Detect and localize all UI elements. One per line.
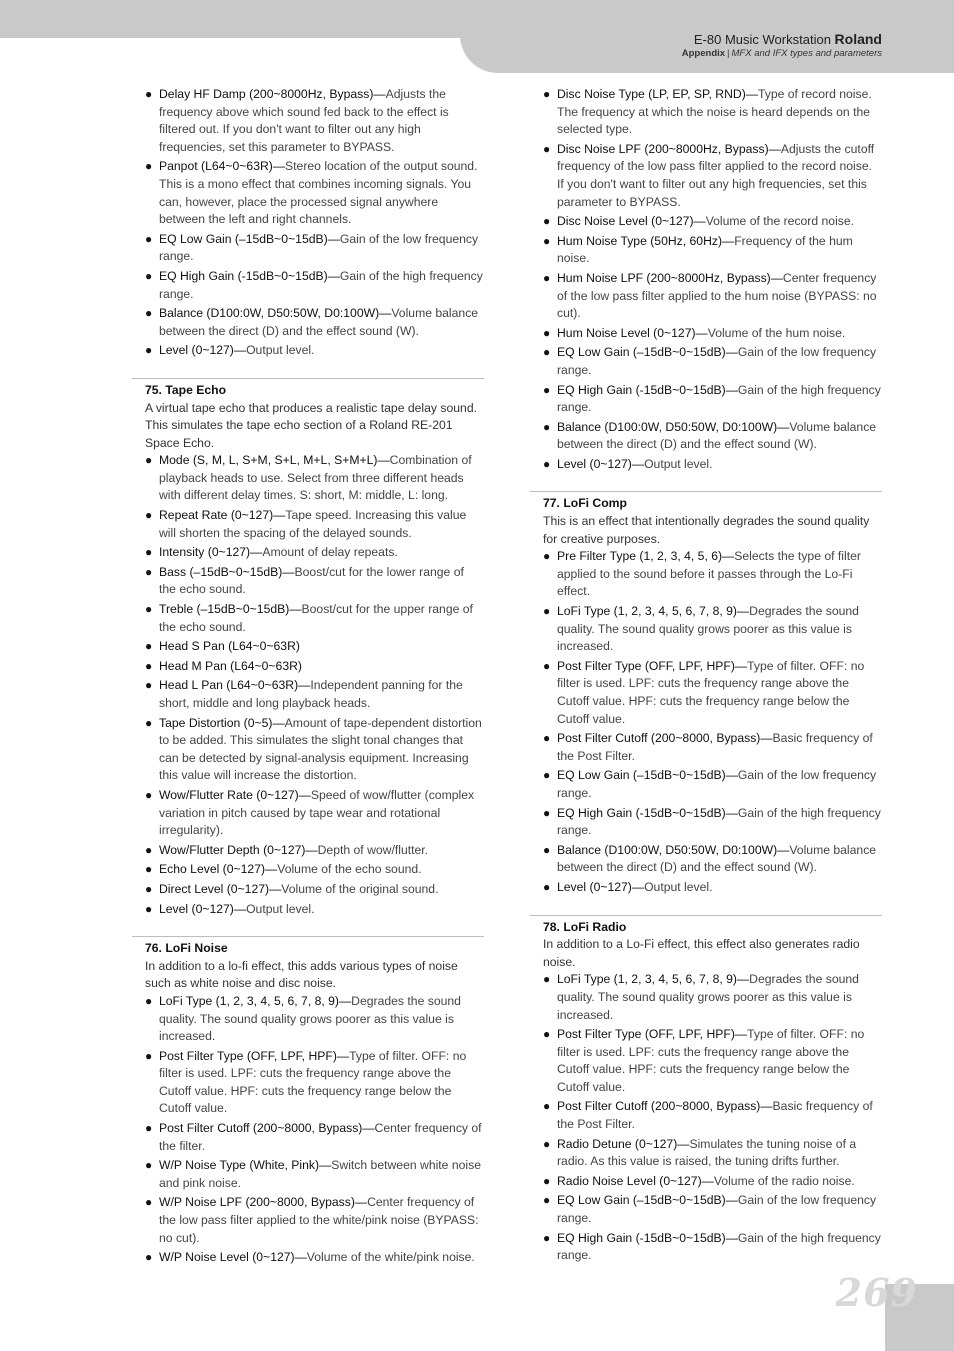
bullet-icon: ● xyxy=(145,453,153,468)
list-item xyxy=(132,342,484,360)
list-item xyxy=(530,1173,882,1191)
list-item xyxy=(132,1120,484,1155)
section-title: 75. Tape Echo xyxy=(132,378,484,400)
bullet-icon: ● xyxy=(145,881,153,896)
parameter-description: Speed of wow/flutter (complex variation in pitch caused by tape wear and rotational irregularity). xyxy=(159,787,475,838)
parameter-description: Degrades the sound quality. The sound quality grows poorer as this value is increased. xyxy=(557,604,859,654)
parameter-name: W/P Noise Type (White, Pink)— xyxy=(159,1158,332,1173)
parameter-name: Radio Detune (0~127)— xyxy=(557,1136,690,1151)
section-intro: This is an effect that intentionally degrades the sound quality for creative purposes. xyxy=(543,514,870,546)
page-number: 269 xyxy=(835,1270,918,1315)
parameter-name: Head M Pan (L64~0~63R) xyxy=(159,658,302,673)
list-item xyxy=(530,325,882,343)
bullet-icon: ● xyxy=(543,658,551,673)
list-item xyxy=(132,564,484,599)
bullet-icon: ● xyxy=(145,602,153,617)
bullet-icon: ● xyxy=(145,159,153,174)
parameter-description: Volume of the echo sound. xyxy=(277,862,422,877)
list-item xyxy=(530,548,882,601)
bullet-icon: ● xyxy=(145,268,153,283)
list-item xyxy=(530,86,882,139)
bullet-icon: ● xyxy=(145,658,153,673)
parameter-description: Type of filter. OFF: no filter is used. LPF: cuts the frequency range above the Cutoff value. HPF: cuts the frequency range below the Cutoff value. xyxy=(159,1048,467,1116)
parameter-name: Balance (D100:0W, D50:50W, D0:100W)— xyxy=(159,306,392,321)
breadcrumb-separator: | xyxy=(727,48,730,59)
list-item xyxy=(530,141,882,211)
parameter-name: Balance (D100:0W, D50:50W, D0:100W)— xyxy=(557,842,790,857)
list-item xyxy=(530,270,882,323)
bullet-icon: ● xyxy=(543,1173,551,1188)
parameter-name: Post Filter Type (OFF, LPF, HPF)— xyxy=(557,658,748,673)
bullet-icon: ● xyxy=(145,1121,153,1136)
list-item xyxy=(132,305,484,340)
list-item xyxy=(530,419,882,454)
bullet-icon: ● xyxy=(543,1099,551,1114)
parameter-name: Level (0~127)— xyxy=(159,901,247,916)
section-intro: A virtual tape echo that produces a realistic tape delay sound. This simulates the tape echo section of a Roland RE-201 Space Echo. xyxy=(145,400,477,450)
bullet-icon: ● xyxy=(543,382,551,397)
bullet-icon: ● xyxy=(543,141,551,156)
list-item xyxy=(530,658,882,728)
parameter-name: W/P Noise LPF (200~8000, Bypass)— xyxy=(159,1195,368,1210)
bullet-icon: ● xyxy=(543,214,551,229)
parameter-name: Level (0~127)— xyxy=(557,456,645,471)
parameter-name: EQ High Gain (-15dB~0~15dB)— xyxy=(557,382,738,397)
bullet-icon: ● xyxy=(145,1250,153,1265)
right-column xyxy=(530,86,882,1267)
bullet-icon: ● xyxy=(543,87,551,101)
list-item xyxy=(132,158,484,228)
parameter-description: Amount of tape-dependent distortion to be added. This simulates the slight tonal changes that can be detected by signal-analysis equipment. Increasing this value will increase the distortion. xyxy=(159,715,482,783)
parameter-description: Adjusts the frequency above which sound fed back to the effect is filtered out. If you don't want to filter out any high frequencies, set this parameter to BYPASS. xyxy=(159,87,449,154)
parameter-description: Selects the type of filter applied to the sound before it passes through the Lo-Fi effect. xyxy=(557,549,861,599)
bullet-icon: ● xyxy=(145,862,153,877)
list-item xyxy=(132,638,484,656)
parameter-list xyxy=(530,971,882,1265)
parameter-list xyxy=(132,452,484,918)
parameter-description: Center frequency of the low pass filter applied to the white/pink noise (BYPASS: no cut). xyxy=(159,1195,479,1245)
bullet-icon: ● xyxy=(543,1230,551,1245)
parameter-name: Post Filter Cutoff (200~8000, Bypass)— xyxy=(557,1099,773,1114)
parameter-list xyxy=(132,993,484,1267)
parameter-name: Delay HF Damp (200~8000Hz, Bypass)— xyxy=(159,87,386,101)
page-header-breadcrumb xyxy=(682,48,882,59)
parameter-description: Volume balance between the direct (D) and the effect sound (W). xyxy=(159,306,479,338)
list-item xyxy=(132,787,484,840)
bullet-icon: ● xyxy=(145,545,153,560)
parameter-name: Repeat Rate (0~127)— xyxy=(159,508,286,523)
bullet-icon: ● xyxy=(145,343,153,358)
parameter-description: Volume balance between the direct (D) and the effect sound (W). xyxy=(557,842,877,875)
list-item xyxy=(132,231,484,266)
bullet-icon: ● xyxy=(145,1158,153,1173)
bullet-icon: ● xyxy=(543,325,551,340)
list-item xyxy=(132,993,484,1046)
bullet-icon: ● xyxy=(145,508,153,523)
parameter-description: Combination of playback heads to use. Select from three different heads with different delay times. S: short, M: middle, L: long. xyxy=(159,453,472,503)
list-item xyxy=(132,86,484,156)
bullet-icon: ● xyxy=(543,972,551,987)
bullet-icon: ● xyxy=(543,768,551,783)
parameter-name: Level (0~127)— xyxy=(159,343,247,358)
list-item xyxy=(132,861,484,879)
parameter-name: Treble (–15dB~0~15dB)— xyxy=(159,602,302,617)
bullet-icon: ● xyxy=(145,231,153,246)
bullet-icon: ● xyxy=(543,456,551,471)
bullet-icon: ● xyxy=(543,1027,551,1042)
parameter-name: Head S Pan (L64~0~63R) xyxy=(159,639,300,654)
parameter-name: W/P Noise Level (0~127)— xyxy=(159,1250,307,1265)
list-item xyxy=(132,452,484,505)
parameter-description: Volume of the radio noise. xyxy=(713,1173,855,1188)
bullet-icon: ● xyxy=(543,604,551,619)
list-item xyxy=(132,901,484,919)
bullet-icon: ● xyxy=(543,345,551,360)
bullet-icon: ● xyxy=(543,270,551,285)
parameter-description: Output level. xyxy=(644,879,713,894)
bullet-icon: ● xyxy=(543,419,551,434)
parameter-description: Independent panning for the short, middle and long playback heads. xyxy=(159,678,463,710)
list-item xyxy=(530,767,882,802)
list-item xyxy=(132,601,484,636)
list-item xyxy=(132,715,484,785)
bullet-icon: ● xyxy=(543,1193,551,1208)
list-item xyxy=(530,456,882,474)
bullet-icon: ● xyxy=(543,731,551,746)
section-title: 78. LoFi Radio xyxy=(530,915,882,937)
parameter-name: Tape Distortion (0~5)— xyxy=(159,715,285,730)
parameter-description: Volume of the white/pink noise. xyxy=(306,1250,475,1265)
parameter-name: Radio Noise Level (0~127)— xyxy=(557,1173,714,1188)
parameter-name: EQ High Gain (-15dB~0~15dB)— xyxy=(159,268,340,283)
parameter-description: Adjusts the cutoff frequency of the low pass filter applied to the record noise. If you don't want to filter out any high frequencies, set this parameter to BYPASS. xyxy=(557,141,875,209)
parameter-description: Output level. xyxy=(644,456,713,471)
list-item xyxy=(530,382,882,417)
list-item xyxy=(132,658,484,676)
model-name: E-80 Music Workstation xyxy=(693,32,831,47)
bullet-icon: ● xyxy=(145,787,153,802)
parameter-name: Hum Noise LPF (200~8000Hz, Bypass)— xyxy=(557,270,783,285)
bullet-icon: ● xyxy=(543,549,551,564)
parameter-name: Hum Noise Type (50Hz, 60Hz)— xyxy=(557,233,735,248)
bullet-icon: ● xyxy=(145,1048,153,1063)
parameter-name: EQ High Gain (-15dB~0~15dB)— xyxy=(557,1230,738,1245)
parameter-name: Balance (D100:0W, D50:50W, D0:100W)— xyxy=(557,419,790,434)
parameter-description: Volume of the record noise. xyxy=(705,214,855,229)
parameter-name: EQ Low Gain (–15dB~0~15dB)— xyxy=(557,1193,738,1208)
list-item xyxy=(530,1192,882,1227)
parameter-name: Head L Pan (L64~0~63R)— xyxy=(159,678,311,693)
effect-section xyxy=(132,936,484,1267)
list-item xyxy=(132,1249,484,1267)
parameter-list xyxy=(132,86,484,360)
parameter-name: Mode (S, M, L, S+M, S+L, M+L, S+M+L)— xyxy=(159,453,390,468)
parameter-description: Basic frequency of the Post Filter. xyxy=(557,731,873,763)
parameter-name: LoFi Type (1, 2, 3, 4, 5, 6, 7, 8, 9)— xyxy=(557,604,750,619)
section-intro: In addition to a Lo-Fi effect, this effect also generates radio noise. xyxy=(543,937,860,969)
left-column xyxy=(132,86,484,1269)
parameter-description: Boost/cut for the lower range of the echo sound. xyxy=(159,564,464,597)
parameter-description: Gain of the low frequency range. xyxy=(159,231,479,264)
breadcrumb-topic: MFX and IFX types and parameters xyxy=(731,48,882,59)
bullet-icon: ● xyxy=(145,842,153,857)
bullet-icon: ● xyxy=(145,87,153,101)
parameter-name: Post Filter Cutoff (200~8000, Bypass)— xyxy=(557,731,773,746)
list-item xyxy=(530,842,882,877)
parameter-description: Basic frequency of the Post Filter. xyxy=(557,1099,873,1132)
bullet-icon: ● xyxy=(145,678,153,693)
parameter-description: Output level. xyxy=(246,343,315,358)
parameter-name: Panpot (L64~0~63R)— xyxy=(159,159,286,174)
parameter-name: EQ High Gain (-15dB~0~15dB)— xyxy=(557,805,738,820)
bullet-icon: ● xyxy=(145,715,153,730)
parameter-description: Volume of the original sound. xyxy=(281,881,439,896)
parameter-name: Pre Filter Type (1, 2, 3, 4, 5, 6)— xyxy=(557,549,735,564)
parameter-description: Degrades the sound quality. The sound quality grows poorer as this value is increased. xyxy=(557,972,859,1022)
parameter-description: Switch between white noise and pink noise. xyxy=(159,1158,481,1190)
bullet-icon: ● xyxy=(543,233,551,248)
list-item xyxy=(530,1230,882,1265)
parameter-name: Intensity (0~127)— xyxy=(159,545,263,560)
parameter-name: Disc Noise Type (LP, EP, SP, RND)— xyxy=(557,87,758,101)
parameter-description: Type of filter. OFF: no filter is used. LPF: cuts the frequency range above the Cutoff value. HPF: cuts the frequency range below the Cutoff value. xyxy=(557,658,865,726)
list-item xyxy=(132,1157,484,1192)
parameter-name: Disc Noise Level (0~127)— xyxy=(557,214,706,229)
bullet-icon: ● xyxy=(543,842,551,857)
parameter-description: Amount of delay repeats. xyxy=(262,545,398,560)
parameter-description: Frequency of the hum noise. xyxy=(557,233,853,266)
effect-section xyxy=(530,491,882,896)
parameter-name: EQ Low Gain (–15dB~0~15dB)— xyxy=(159,231,340,246)
parameter-name: Echo Level (0~127)— xyxy=(159,862,278,877)
parameter-name: LoFi Type (1, 2, 3, 4, 5, 6, 7, 8, 9)— xyxy=(159,993,352,1008)
list-item xyxy=(530,730,882,765)
parameter-description: Type of filter. OFF: no filter is used. LPF: cuts the frequency range above the Cutoff value. HPF: cuts the frequency range below the Cutoff value. xyxy=(557,1027,865,1094)
list-item xyxy=(132,677,484,712)
bullet-icon: ● xyxy=(145,901,153,916)
list-item xyxy=(132,1048,484,1118)
parameter-name: Bass (–15dB~0~15dB)— xyxy=(159,564,295,579)
parameter-description: Center frequency of the low pass filter applied to the hum noise (BYPASS: no cut). xyxy=(557,270,877,321)
parameter-description: Gain of the low frequency range. xyxy=(557,1193,877,1226)
bullet-icon: ● xyxy=(145,1195,153,1210)
list-item xyxy=(530,805,882,840)
parameter-name: Wow/Flutter Rate (0~127)— xyxy=(159,787,311,802)
parameter-description: Gain of the low frequency range. xyxy=(557,345,877,377)
parameter-description: Center frequency of the filter. xyxy=(159,1121,482,1153)
list-item xyxy=(530,233,882,268)
parameter-description: Volume balance between the direct (D) and the effect sound (W). xyxy=(557,419,877,452)
parameter-name: Post Filter Cutoff (200~8000, Bypass)— xyxy=(159,1121,375,1136)
list-item xyxy=(530,971,882,1024)
parameter-name: EQ Low Gain (–15dB~0~15dB)— xyxy=(557,345,738,360)
parameter-description: Boost/cut for the upper range of the echo sound. xyxy=(159,602,473,634)
bullet-icon: ● xyxy=(543,805,551,820)
parameter-name: LoFi Type (1, 2, 3, 4, 5, 6, 7, 8, 9)— xyxy=(557,972,750,987)
parameter-description: Gain of the high frequency range. xyxy=(557,805,881,838)
list-item xyxy=(132,1194,484,1247)
parameter-description: Gain of the low frequency range. xyxy=(557,768,877,800)
section-intro: In addition to a lo-fi effect, this adds various types of noise such as white noise and disc noise. xyxy=(145,958,458,991)
list-item xyxy=(530,879,882,897)
bullet-icon: ● xyxy=(543,879,551,894)
parameter-name: Hum Noise Level (0~127)— xyxy=(557,325,708,340)
list-item xyxy=(530,213,882,231)
section-title: 76. LoFi Noise xyxy=(132,936,484,958)
section-title: 77. LoFi Comp xyxy=(530,491,882,513)
parameter-description: Tape speed. Increasing this value will shorten the spacing of the delayed sounds. xyxy=(159,508,467,540)
brand-name: Roland xyxy=(834,31,882,47)
parameter-name: Post Filter Type (OFF, LPF, HPF)— xyxy=(557,1027,748,1042)
parameter-description: Gain of the high frequency range. xyxy=(159,268,483,301)
effect-section xyxy=(132,378,484,918)
parameter-description: Stereo location of the output sound. This is a mono effect that combines incoming signals. You can, however, place the processed signal anywhere between the left and right channels. xyxy=(159,159,478,227)
bullet-icon: ● xyxy=(145,306,153,321)
parameter-name: Direct Level (0~127)— xyxy=(159,881,282,896)
bullet-icon: ● xyxy=(543,1136,551,1151)
bullet-icon: ● xyxy=(145,564,153,579)
list-item xyxy=(132,268,484,303)
parameter-name: Disc Noise LPF (200~8000Hz, Bypass)— xyxy=(557,141,781,156)
breadcrumb-section: Appendix xyxy=(681,48,726,59)
parameter-name: EQ Low Gain (–15dB~0~15dB)— xyxy=(557,768,738,783)
parameter-name: Wow/Flutter Depth (0~127)— xyxy=(159,842,318,857)
parameter-name: Post Filter Type (OFF, LPF, HPF)— xyxy=(159,1048,350,1063)
parameter-list xyxy=(530,86,882,473)
bullet-icon: ● xyxy=(145,993,153,1008)
effect-section xyxy=(530,915,882,1265)
list-item xyxy=(530,603,882,656)
parameter-description: Gain of the high frequency range. xyxy=(557,382,881,415)
list-item xyxy=(530,1136,882,1171)
list-item xyxy=(132,507,484,542)
parameter-description: Type of record noise. The frequency at which the noise is heard depends on the selected type. xyxy=(557,87,872,137)
parameter-name: Level (0~127)— xyxy=(557,879,645,894)
list-item xyxy=(530,1098,882,1133)
list-item xyxy=(132,881,484,899)
parameter-description: Simulates the tuning noise of a radio. As this value is raised, the tuning drifts further. xyxy=(557,1136,857,1169)
list-item xyxy=(132,544,484,562)
parameter-list xyxy=(530,548,882,896)
bullet-icon: ● xyxy=(145,639,153,654)
parameter-description: Gain of the high frequency range. xyxy=(557,1230,881,1263)
list-item xyxy=(530,344,882,379)
parameter-description: Depth of wow/flutter. xyxy=(317,842,429,857)
parameter-description: Volume of the hum noise. xyxy=(707,325,846,340)
parameter-description: Degrades the sound quality. The sound quality grows poorer as this value is increased. xyxy=(159,993,461,1044)
page-header-title xyxy=(694,31,882,47)
list-item xyxy=(530,1026,882,1096)
list-item xyxy=(132,842,484,860)
parameter-description: Output level. xyxy=(246,901,315,916)
